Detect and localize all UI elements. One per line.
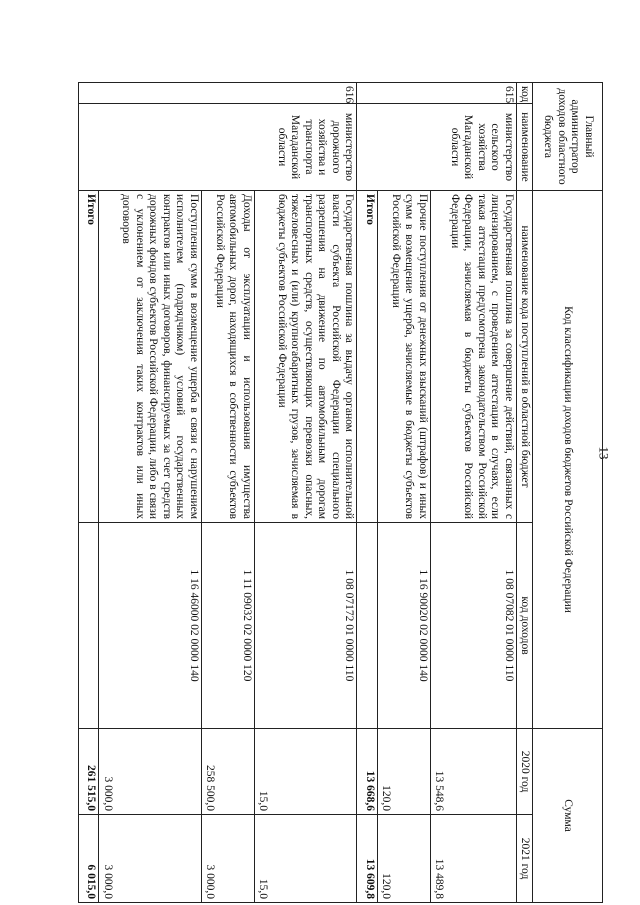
header-revenue-code: код доходов [516,523,533,729]
amount-2021: 3 000,0 [99,815,202,903]
admin-name-616: министерство дорожного хозяйства и транспорта Магаданской области [79,104,358,191]
header-main-admin: Главный администратор доходов областного бюджета [533,83,603,191]
header-year-2021: 2021 год [516,815,533,903]
table-row [201,83,254,903]
amount-2020: 3 000,0 [99,729,202,815]
amount-2021: 120,0 [377,815,430,903]
table-row [99,83,202,903]
amount-2021: 3 000,0 [201,815,254,903]
total-label: Итого [79,191,99,523]
empty-cell [357,523,377,729]
total-2021: 13 609,8 [357,815,377,903]
total-2020: 13 668,6 [357,729,377,815]
revenue-name: Доходы от эксплуатации и использования имущества автомобильных дорог, находящихся в собственности субъектов Российской Федерации [201,191,254,523]
table-row [377,83,430,903]
revenue-code: 1 08 07172 01 0000 110 [254,523,357,729]
amount-2020: 258 500,0 [201,729,254,815]
amount-2020: 13 548,6 [430,729,516,815]
amount-2020: 15,0 [254,729,357,815]
header-name: наименование [516,104,533,191]
revenue-name: Прочие поступления от денежных взысканий (штрафов) и иных сумм в возмещение ущерба, зачисляемые в бюджеты субъектов Российской Федерации [377,191,430,523]
revenue-table [78,82,603,903]
admin-code-616: 616 [79,83,358,104]
amount-2021: 15,0 [254,815,357,903]
revenue-code: 1 16 46000 02 0000 140 [99,523,202,729]
revenue-code: 1 08 07082 01 0000 110 [430,523,516,729]
empty-cell [79,523,99,729]
revenue-name: Государственная пошлина за выдачу органом исполнительной власти субъекта Российской Федерации специального разрешения на движение по автомобильным дорогам транспортных средств, осуществляющих перевозки опасных, тяжеловесных и (или) крупногабаритных грузов, зачисляемая в бюджеты субъектов Российской Федерации [254,191,357,523]
total-row-615 [357,83,377,903]
header-code-classification: Код классификации доходов бюджетов Российской Федерации [533,191,603,729]
revenue-name: Поступления сумм в возмещение ущерба в связи с нарушением исполнителем (подрядчиком) условий государственных контрактов или иных договоров, финансируемых за счет средств дорожных фондов субъектов Российской Федерации, либо в связи с уклонением от заключения таких контрактов или иных договоров [99,191,202,523]
revenue-code: 1 11 09032 02 0000 120 [201,523,254,729]
total-label: Итого [357,191,377,523]
header-year-2020: 2020 год [516,729,533,815]
header-code: код [516,83,533,104]
admin-code-615: 615 [357,83,516,104]
table-row [254,83,357,903]
page-number: 13 [596,446,612,460]
header-row-2 [516,83,533,903]
total-2021: 6 015,0 [79,815,99,903]
total-row-616 [79,83,99,903]
admin-name-615: министерство сельского хозяйства Магаданской области [357,104,516,191]
header-amount: Сумма [533,729,603,903]
total-2020: 261 515,0 [79,729,99,815]
table-row [430,83,516,903]
amount-2020: 120,0 [377,729,430,815]
header-revenue-name: наименование кода поступлений в областной бюджет [516,191,533,523]
revenue-code: 1 16 90020 02 0000 140 [377,523,430,729]
revenue-name: Государственная пошлина за совершение действий, связанных с лицензированием, с проведением аттестации в случаях, если такая аттестация предусмотрена законодательством Российской Федерации, зачисляемая в бюджеты субъектов Российской Федерации [430,191,516,523]
amount-2021: 13 489,8 [430,815,516,903]
